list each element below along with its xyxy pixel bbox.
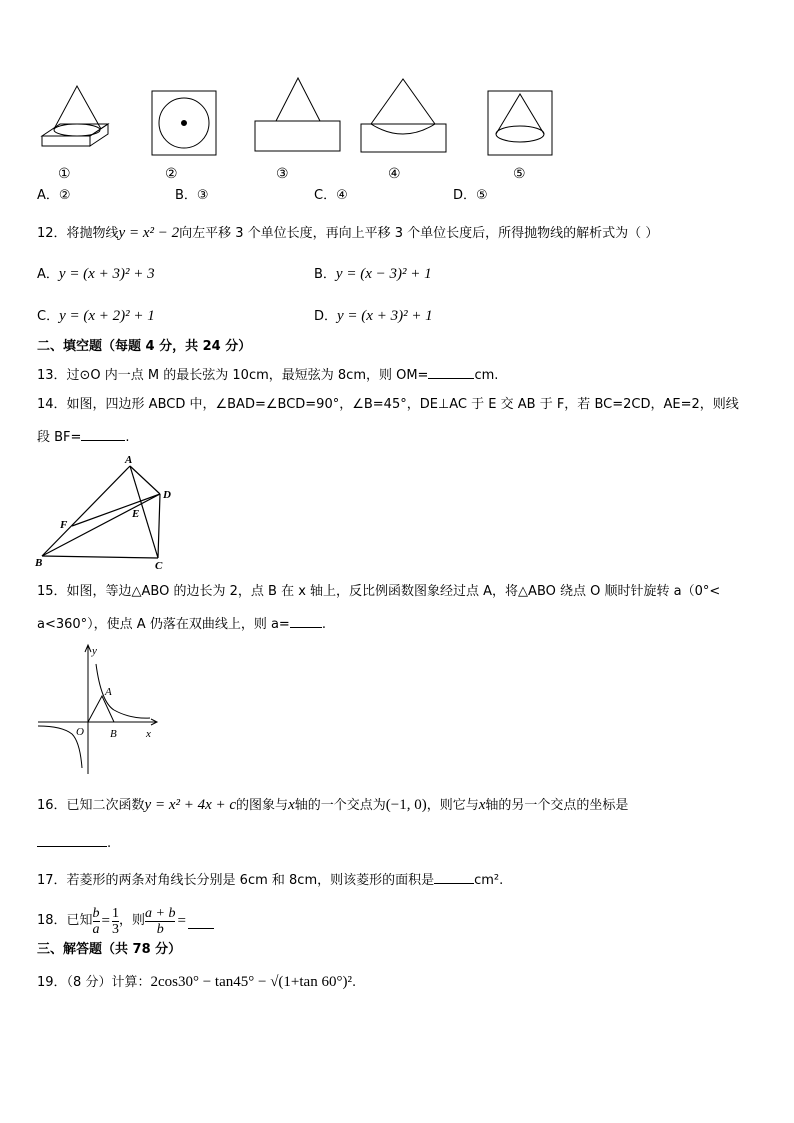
q19-formula: 2cos30° − tan45° − √(1+tan 60°)²: [150, 974, 352, 990]
q12-option-a-label: A．: [37, 267, 59, 282]
q11-figures: [30, 74, 560, 182]
figure-label-4: ④: [388, 167, 401, 182]
q19-text: 19．（8 分）计算：: [37, 975, 151, 990]
q12-option-c: [37, 306, 155, 327]
label-b: B: [110, 728, 117, 740]
q17-answer-blank[interactable]: [434, 869, 474, 884]
q12-option-d-formula: y = (x + 3)² + 1: [337, 308, 433, 324]
label-a: A: [125, 454, 133, 466]
label-c: C: [155, 560, 163, 570]
label-o: O: [76, 726, 84, 738]
label-d: D: [163, 489, 171, 501]
q12-option-d-label: D．: [314, 309, 338, 324]
q18-fraction-a-plus-b-over-b: [145, 906, 175, 937]
label-e: E: [132, 508, 140, 520]
q18-f2-den: 3: [112, 921, 120, 937]
segment-dc: [158, 494, 160, 558]
q16-axis-2: x: [478, 797, 486, 813]
q15-line2: [37, 613, 326, 635]
q16-formula: y = x² + 4x + c: [144, 797, 237, 813]
q14-line1: 14．如图，四边形 ABCD 中，∠BAD=∠BCD=90°，∠B=45°，DE⊥AC 于 E 交 AB 于 F，若 BC=2CD，AE=2，则线: [37, 397, 739, 412]
q16-text-e: 轴的另一个交点的坐标是: [485, 798, 629, 813]
figure-label-3: ③: [276, 167, 289, 182]
q17: [37, 869, 503, 891]
q16-text-b: 的图象与: [236, 798, 289, 813]
q18-f3-num: a + b: [145, 905, 176, 921]
q18-f1-num: b: [92, 905, 100, 921]
q11-option-d: D．⑤: [453, 188, 488, 203]
q16-text-c: 轴的一个交点为: [294, 798, 386, 813]
label-f: F: [60, 519, 68, 531]
figure-label-5: ⑤: [513, 167, 526, 182]
q18-text-a: 18．已知: [37, 913, 93, 928]
q15-line1: 15．如图，等边△ABO 的边长为 2，点 B 在 x 轴上，反比例函数图象经过点 A，将△ABO 绕点 O 顺时针旋转 a（0°<: [37, 584, 721, 599]
q18: [37, 902, 214, 940]
q18-f2-num: 1: [112, 905, 120, 921]
figure-4-view: [361, 79, 446, 152]
q13-text: 13．过⊙O 内一点 M 的最长弦为 10cm，最短弦为 8cm，则 OM=: [37, 368, 429, 383]
figure-2-top-view: [152, 91, 216, 155]
figure-5-view: [488, 91, 552, 155]
q18-fraction-1-over-3: [112, 906, 119, 937]
q15-period: .: [321, 617, 326, 632]
q12-option-c-formula: y = (x + 2)² + 1: [59, 308, 155, 324]
q14-line2-text: 段 BF=: [37, 430, 82, 445]
q13-unit: cm.: [474, 368, 499, 383]
q14-answer-blank[interactable]: [81, 426, 125, 441]
q14-figure: [32, 452, 182, 570]
q18-f1-den: a: [92, 921, 100, 937]
q17-text: 17．若菱形的两条对角线长分别是 6cm 和 8cm，则该菱形的面积是: [37, 873, 435, 888]
q18-fraction-b-over-a: [93, 906, 100, 937]
q12-stem-a: 12．将抛物线: [37, 226, 119, 241]
q15-answer-blank[interactable]: [290, 613, 322, 628]
q11-option-c: C．④: [314, 188, 348, 203]
segment-ab: [42, 466, 130, 556]
q12-option-b-label: B．: [314, 267, 336, 282]
q18-answer-blank[interactable]: [188, 914, 214, 929]
q19-period: .: [351, 975, 357, 990]
figure-label-1: ①: [58, 167, 71, 182]
label-a: A: [105, 686, 112, 698]
q14-period: .: [125, 430, 130, 445]
q15-figure: [36, 642, 160, 776]
q12-stem: [37, 223, 658, 244]
q12-option-b: [314, 264, 432, 285]
q12-stem-formula: y = x² − 2: [118, 225, 180, 241]
figure-label-2: ②: [165, 167, 178, 182]
q18-equals-1: =: [101, 913, 111, 929]
q16-text-a: 16．已知二次函数: [37, 798, 145, 813]
q12-option-a-formula: y = (x + 3)² + 3: [58, 266, 155, 282]
q17-unit: cm².: [474, 873, 504, 888]
section-3-heading: 三、解答题（共 78 分）: [37, 942, 182, 957]
q15-line2-text: a<360°），使点 A 仍落在双曲线上，则 a=: [37, 617, 290, 632]
label-x: x: [146, 728, 151, 740]
label-y: y: [92, 645, 97, 657]
q19: [37, 972, 356, 993]
q16-line1: [37, 795, 628, 816]
q12-stem-b: 向左平移 3 个单位长度，再向上平移 3 个单位长度后，所得抛物线的解析式为（ ）: [179, 226, 659, 241]
q12-option-c-label: C．: [37, 309, 60, 324]
q18-f3-den: b: [156, 921, 164, 937]
triangle-abo: [88, 696, 114, 722]
q13-answer-blank[interactable]: [428, 364, 474, 379]
q16-line2: [37, 832, 111, 854]
q18-equals-2: =: [177, 913, 186, 929]
q16-axis-1: x: [288, 797, 295, 813]
segment-bc: [42, 556, 158, 558]
q12-option-a: [37, 264, 155, 285]
label-b: B: [35, 557, 43, 569]
q12-option-b-formula: y = (x − 3)² + 1: [335, 266, 432, 282]
section-2-heading: 二、填空题（每题 4 分，共 24 分）: [37, 339, 252, 354]
q16-text-d: ，则它与: [426, 798, 479, 813]
q14-line2: [37, 426, 130, 448]
figure-1-cone-on-base: [42, 86, 108, 146]
figure-3-front-view: [255, 78, 340, 151]
q13: [37, 364, 498, 386]
q11-option-a: A．②: [37, 188, 71, 203]
q11-option-b: B．③: [175, 188, 209, 203]
q16-answer-blank[interactable]: [37, 832, 107, 847]
q16-period: .: [107, 836, 112, 851]
q12-option-d: [314, 306, 433, 327]
q18-text-b: ，则: [119, 913, 146, 928]
q16-point: (−1, 0): [385, 797, 427, 813]
